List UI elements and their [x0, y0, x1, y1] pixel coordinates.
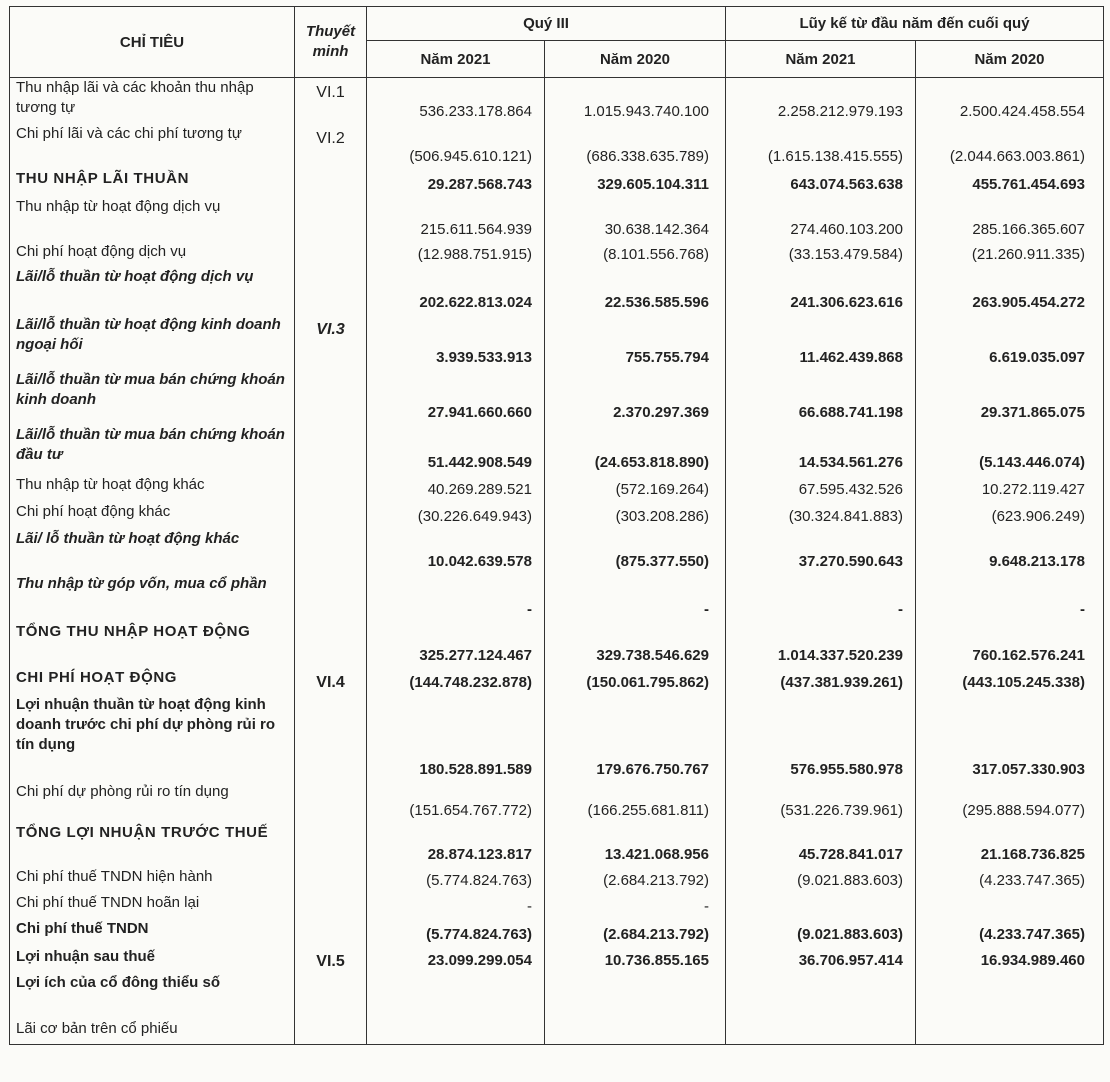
- value-ytd-2021: [726, 893, 916, 919]
- row-note: [295, 867, 367, 893]
- row-label: Chi phí thuế TNDN hoãn lại: [10, 893, 295, 919]
- value-ytd-2021: 643.074.563.638: [726, 169, 916, 197]
- value-q3-2020: [545, 1019, 726, 1045]
- value-q3-2020: 30.638.142.364: [545, 197, 726, 242]
- row-label: Lãi/ lỗ thuần từ hoạt động khác: [10, 529, 295, 574]
- row-label: TỔNG LỢI NHUẬN TRƯỚC THUẾ: [10, 823, 295, 867]
- row-note: [295, 695, 367, 782]
- table-row: [10, 973, 1104, 1019]
- table-row: [10, 502, 1104, 529]
- row-note: [295, 529, 367, 574]
- row-note: [295, 973, 367, 1019]
- value-ytd-2020: 6.619.035.097: [916, 315, 1104, 370]
- value-q3-2020: 1.015.943.740.100: [545, 78, 726, 124]
- table-row: [10, 782, 1104, 823]
- header-ytd-2020: Năm 2020: [916, 41, 1104, 78]
- value-q3-2020: -: [545, 893, 726, 919]
- value-ytd-2021: (1.615.138.415.555): [726, 124, 916, 169]
- value-q3-2021: -: [367, 574, 545, 622]
- value-q3-2021: 202.622.813.024: [367, 267, 545, 315]
- row-note: [295, 502, 367, 529]
- value-q3-2021: 28.874.123.817: [367, 823, 545, 867]
- value-q3-2021: 10.042.639.578: [367, 529, 545, 574]
- value-ytd-2021: 67.595.432.526: [726, 475, 916, 502]
- value-ytd-2020: (4.233.747.365): [916, 919, 1104, 947]
- value-q3-2021: (5.774.824.763): [367, 867, 545, 893]
- header-group-q3: Quý III: [367, 7, 726, 41]
- row-note: VI.2: [295, 124, 367, 169]
- table-row: [10, 315, 1104, 370]
- value-q3-2020: 22.536.585.596: [545, 267, 726, 315]
- value-ytd-2020: (443.105.245.338): [916, 668, 1104, 695]
- value-ytd-2020: 263.905.454.272: [916, 267, 1104, 315]
- row-label: Lãi/lỗ thuần từ mua bán chứng khoán kinh doanh: [10, 370, 295, 425]
- table-row: [10, 370, 1104, 425]
- value-q3-2020: (150.061.795.862): [545, 668, 726, 695]
- row-note: [295, 823, 367, 867]
- value-ytd-2021: 14.534.561.276: [726, 425, 916, 475]
- value-ytd-2021: (9.021.883.603): [726, 919, 916, 947]
- value-ytd-2021: (437.381.939.261): [726, 668, 916, 695]
- row-note: [295, 919, 367, 947]
- value-q3-2021: 51.442.908.549: [367, 425, 545, 475]
- value-q3-2020: (8.101.556.768): [545, 242, 726, 267]
- value-ytd-2020: (5.143.446.074): [916, 425, 1104, 475]
- table-row: [10, 947, 1104, 973]
- value-q3-2020: (2.684.213.792): [545, 867, 726, 893]
- table-row: [10, 267, 1104, 315]
- row-label: Lãi cơ bản trên cổ phiếu: [10, 1019, 295, 1045]
- header-thuyet-minh-line2: minh: [312, 43, 349, 60]
- value-q3-2021: (151.654.767.772): [367, 782, 545, 823]
- value-q3-2020: [545, 973, 726, 1019]
- row-note: [295, 893, 367, 919]
- value-q3-2021: 180.528.891.589: [367, 695, 545, 782]
- value-q3-2020: 329.738.546.629: [545, 622, 726, 668]
- table-row: [10, 242, 1104, 267]
- value-q3-2020: (24.653.818.890): [545, 425, 726, 475]
- value-q3-2020: 13.421.068.956: [545, 823, 726, 867]
- value-ytd-2020: -: [916, 574, 1104, 622]
- value-q3-2020: 10.736.855.165: [545, 947, 726, 973]
- row-note: [295, 242, 367, 267]
- value-q3-2020: 179.676.750.767: [545, 695, 726, 782]
- value-q3-2020: -: [545, 574, 726, 622]
- table-row: [10, 529, 1104, 574]
- value-ytd-2021: 1.014.337.520.239: [726, 622, 916, 668]
- value-q3-2020: 755.755.794: [545, 315, 726, 370]
- value-ytd-2020: (295.888.594.077): [916, 782, 1104, 823]
- value-ytd-2020: (21.260.911.335): [916, 242, 1104, 267]
- row-label: Thu nhập từ hoạt động khác: [10, 475, 295, 502]
- value-ytd-2020: [916, 973, 1104, 1019]
- value-q3-2021: 27.941.660.660: [367, 370, 545, 425]
- value-ytd-2020: 2.500.424.458.554: [916, 78, 1104, 124]
- table-row: [10, 574, 1104, 622]
- value-q3-2021: [367, 1019, 545, 1045]
- row-note: [295, 425, 367, 475]
- table-row: [10, 1019, 1104, 1045]
- value-ytd-2021: (33.153.479.584): [726, 242, 916, 267]
- row-label: Lãi/lỗ thuần từ hoạt động kinh doanh ngoại hối: [10, 315, 295, 370]
- value-q3-2021: 29.287.568.743: [367, 169, 545, 197]
- value-q3-2020: (2.684.213.792): [545, 919, 726, 947]
- value-ytd-2020: 317.057.330.903: [916, 695, 1104, 782]
- row-label: Chi phí thuế TNDN: [10, 919, 295, 947]
- row-label: Thu nhập từ góp vốn, mua cổ phần: [10, 574, 295, 622]
- value-ytd-2020: [916, 893, 1104, 919]
- row-label: Lợi nhuận sau thuế: [10, 947, 295, 973]
- table-row: [10, 622, 1104, 668]
- row-label: TỔNG THU NHẬP HOẠT ĐỘNG: [10, 622, 295, 668]
- table-row: [10, 695, 1104, 782]
- table-row: [10, 893, 1104, 919]
- value-ytd-2020: 285.166.365.607: [916, 197, 1104, 242]
- value-q3-2020: 2.370.297.369: [545, 370, 726, 425]
- table-row: [10, 867, 1104, 893]
- row-label: CHI PHÍ HOẠT ĐỘNG: [10, 668, 295, 695]
- row-note: [295, 267, 367, 315]
- header-q3-2020: Năm 2020: [545, 41, 726, 78]
- value-ytd-2021: -: [726, 574, 916, 622]
- table-row: [10, 668, 1104, 695]
- value-ytd-2021: 241.306.623.616: [726, 267, 916, 315]
- value-ytd-2020: 29.371.865.075: [916, 370, 1104, 425]
- value-q3-2020: (303.208.286): [545, 502, 726, 529]
- table-row: [10, 197, 1104, 242]
- value-q3-2020: (686.338.635.789): [545, 124, 726, 169]
- value-ytd-2021: (531.226.739.961): [726, 782, 916, 823]
- value-ytd-2021: [726, 973, 916, 1019]
- value-ytd-2021: 45.728.841.017: [726, 823, 916, 867]
- value-ytd-2021: 576.955.580.978: [726, 695, 916, 782]
- value-ytd-2021: 36.706.957.414: [726, 947, 916, 973]
- table-row: [10, 169, 1104, 197]
- table-body: [10, 78, 1104, 1045]
- row-label: Chi phí dự phòng rủi ro tín dụng: [10, 782, 295, 823]
- value-q3-2021: 325.277.124.467: [367, 622, 545, 668]
- value-q3-2021: 3.939.533.913: [367, 315, 545, 370]
- row-note: VI.1: [295, 78, 367, 124]
- row-note: VI.3: [295, 315, 367, 370]
- row-label: Lãi/lỗ thuần từ hoạt động dịch vụ: [10, 267, 295, 315]
- income-statement-page: [3, 0, 1107, 1078]
- value-ytd-2021: [726, 1019, 916, 1045]
- value-q3-2021: (506.945.610.121): [367, 124, 545, 169]
- row-note: [295, 622, 367, 668]
- income-statement-table: [9, 6, 1104, 1045]
- header-chi-tieu: CHỈ TIÊU: [10, 7, 295, 78]
- header-q3-2021: Năm 2021: [367, 41, 545, 78]
- value-q3-2020: (572.169.264): [545, 475, 726, 502]
- value-q3-2021: (5.774.824.763): [367, 919, 545, 947]
- value-q3-2020: (875.377.550): [545, 529, 726, 574]
- value-ytd-2020: 10.272.119.427: [916, 475, 1104, 502]
- table-row: [10, 823, 1104, 867]
- value-q3-2020: (166.255.681.811): [545, 782, 726, 823]
- value-q3-2021: (144.748.232.878): [367, 668, 545, 695]
- value-ytd-2021: (30.324.841.883): [726, 502, 916, 529]
- value-q3-2021: 215.611.564.939: [367, 197, 545, 242]
- row-note: VI.4: [295, 668, 367, 695]
- row-label: Chi phí thuế TNDN hiện hành: [10, 867, 295, 893]
- table-header: [10, 7, 1104, 78]
- table-row: [10, 124, 1104, 169]
- value-ytd-2020: (623.906.249): [916, 502, 1104, 529]
- value-ytd-2020: 16.934.989.460: [916, 947, 1104, 973]
- value-q3-2020: 329.605.104.311: [545, 169, 726, 197]
- header-thuyet-minh: [295, 7, 367, 78]
- row-label: Chi phí hoạt động dịch vụ: [10, 242, 295, 267]
- row-label: Chi phí lãi và các chi phí tương tự: [10, 124, 295, 169]
- value-q3-2021: (30.226.649.943): [367, 502, 545, 529]
- row-note: [295, 475, 367, 502]
- row-label: Chi phí hoạt động khác: [10, 502, 295, 529]
- value-q3-2021: (12.988.751.915): [367, 242, 545, 267]
- row-note: [295, 169, 367, 197]
- row-note: [295, 1019, 367, 1045]
- row-label: Lợi ích của cổ đông thiểu số: [10, 973, 295, 1019]
- value-q3-2021: -: [367, 893, 545, 919]
- row-note: [295, 782, 367, 823]
- row-note: [295, 197, 367, 242]
- row-label: Thu nhập từ hoạt động dịch vụ: [10, 197, 295, 242]
- value-ytd-2020: [916, 1019, 1104, 1045]
- row-note: [295, 370, 367, 425]
- value-q3-2021: [367, 973, 545, 1019]
- header-ytd-2021: Năm 2021: [726, 41, 916, 78]
- value-ytd-2021: 37.270.590.643: [726, 529, 916, 574]
- value-ytd-2021: 11.462.439.868: [726, 315, 916, 370]
- header-thuyet-minh-line1: Thuyết: [305, 23, 356, 40]
- table-row: [10, 78, 1104, 124]
- row-label: Lãi/lỗ thuần từ mua bán chứng khoán đầu tư: [10, 425, 295, 475]
- value-ytd-2021: 66.688.741.198: [726, 370, 916, 425]
- table-row: [10, 919, 1104, 947]
- value-ytd-2021: (9.021.883.603): [726, 867, 916, 893]
- header-group-ytd: Lũy kế từ đầu năm đến cuối quý: [726, 7, 1104, 41]
- value-ytd-2020: 9.648.213.178: [916, 529, 1104, 574]
- value-ytd-2020: (4.233.747.365): [916, 867, 1104, 893]
- value-q3-2021: 23.099.299.054: [367, 947, 545, 973]
- value-ytd-2020: 21.168.736.825: [916, 823, 1104, 867]
- row-label: Thu nhập lãi và các khoản thu nhập tương tự: [10, 78, 295, 124]
- value-q3-2021: 536.233.178.864: [367, 78, 545, 124]
- value-ytd-2021: 2.258.212.979.193: [726, 78, 916, 124]
- row-label: Lợi nhuận thuần từ hoạt động kinh doanh trước chi phí dự phòng rủi ro tín dụng: [10, 695, 295, 782]
- table-row: [10, 475, 1104, 502]
- value-ytd-2020: 760.162.576.241: [916, 622, 1104, 668]
- row-note: VI.5: [295, 947, 367, 973]
- row-note: [295, 574, 367, 622]
- row-label: THU NHẬP LÃI THUẦN: [10, 169, 295, 197]
- value-q3-2021: 40.269.289.521: [367, 475, 545, 502]
- value-ytd-2020: 455.761.454.693: [916, 169, 1104, 197]
- table-row: [10, 425, 1104, 475]
- value-ytd-2020: (2.044.663.003.861): [916, 124, 1104, 169]
- value-ytd-2021: 274.460.103.200: [726, 197, 916, 242]
